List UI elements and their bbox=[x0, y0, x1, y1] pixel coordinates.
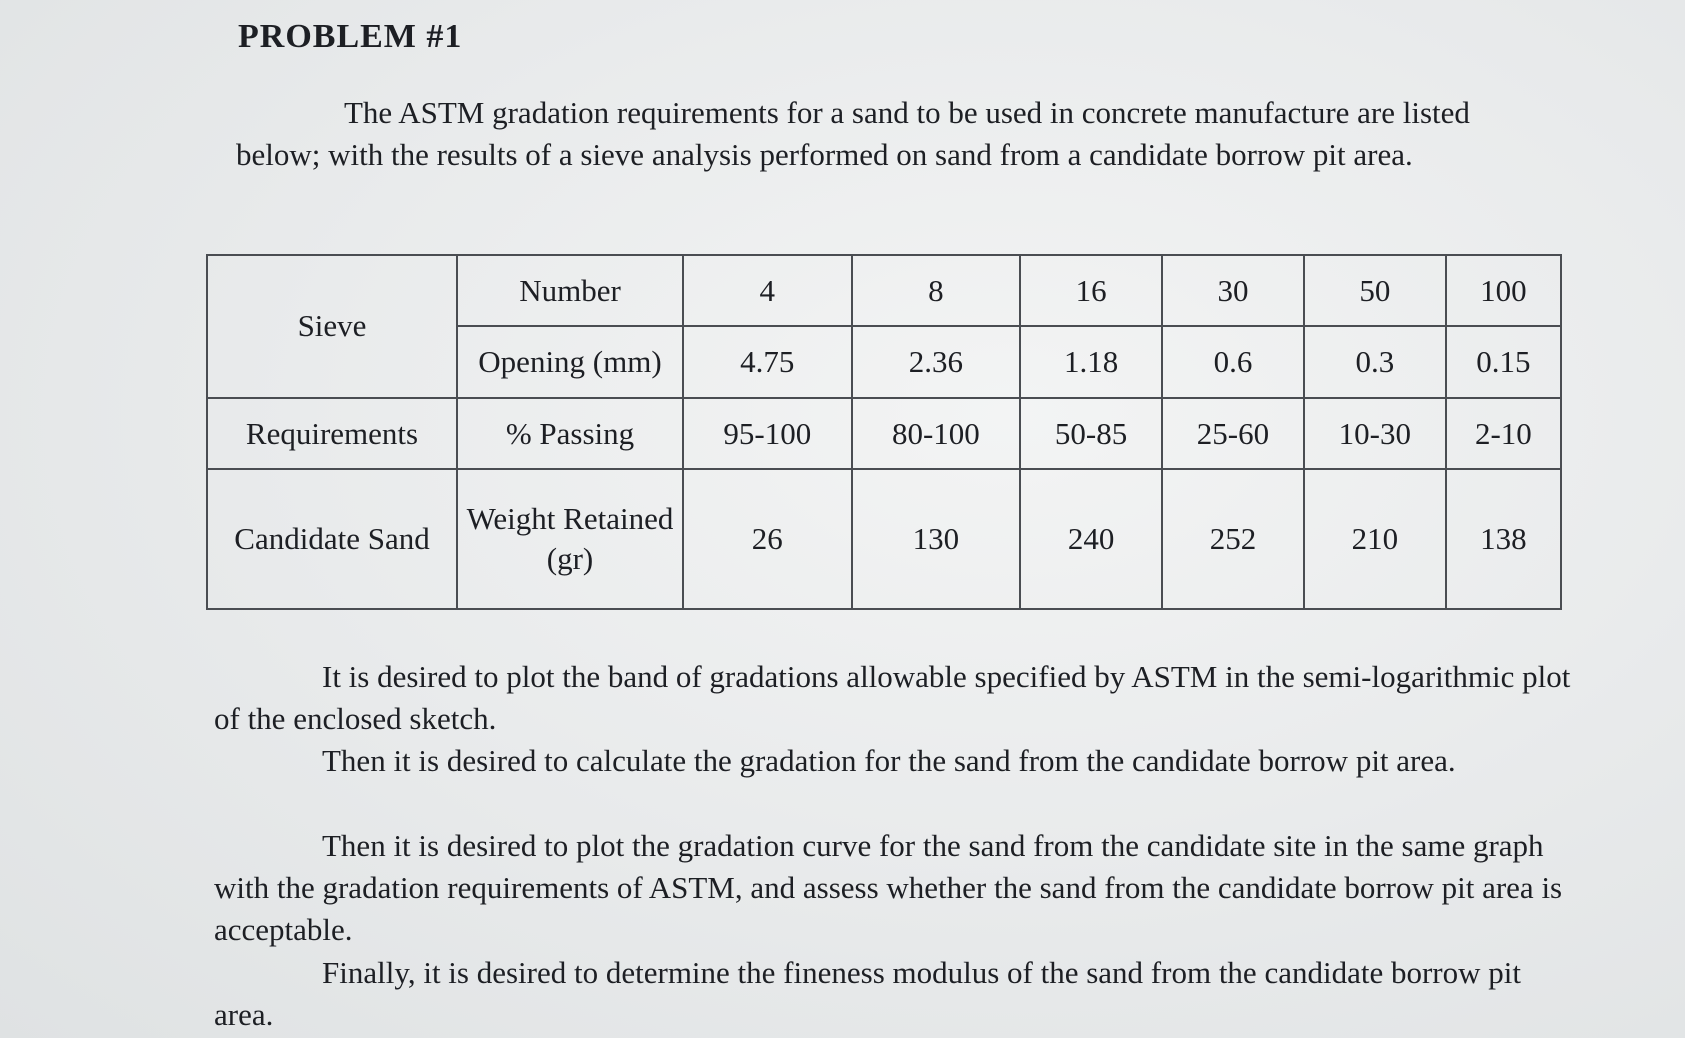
weight-cell: 130 bbox=[852, 469, 1021, 609]
paragraph-plot-band bbox=[214, 656, 1574, 740]
passing-cell: 25-60 bbox=[1162, 398, 1304, 469]
passing-cell: 10-30 bbox=[1304, 398, 1446, 469]
opening-cell: 1.18 bbox=[1020, 326, 1162, 397]
weight-label: Weight Retained (gr) bbox=[457, 469, 683, 609]
paragraph-text: Then it is desired to calculate the gradation for the sand from the candidate borrow pit area. bbox=[322, 743, 1456, 778]
passing-cell: 95-100 bbox=[683, 398, 852, 469]
candidate-row bbox=[207, 469, 1561, 609]
weight-cell: 240 bbox=[1020, 469, 1162, 609]
weight-cell: 26 bbox=[683, 469, 852, 609]
paragraph-text: Finally, it is desired to determine the fineness modulus of the sand from the candidate borrow pit area. bbox=[214, 955, 1521, 1032]
paragraph-text: It is desired to plot the band of gradations allowable specified by ASTM in the semi-logarithmic plot of the enclosed sketch. bbox=[214, 659, 1571, 736]
sieve-table bbox=[206, 254, 1562, 610]
sieve-label: Sieve bbox=[207, 255, 457, 398]
requirements-row bbox=[207, 398, 1561, 469]
intro-text: The ASTM gradation requirements for a sand to be used in concrete manufacture are listed below; with the results of a sieve analysis performed on sand from a candidate borrow pit area. bbox=[236, 95, 1470, 172]
opening-cell: 4.75 bbox=[683, 326, 852, 397]
paragraph-calculate bbox=[214, 740, 1574, 782]
opening-cell: 0.3 bbox=[1304, 326, 1446, 397]
number-label: Number bbox=[457, 255, 683, 326]
paragraph-plot-curve bbox=[214, 825, 1574, 951]
paragraph-fineness bbox=[214, 952, 1574, 1036]
weight-cell: 138 bbox=[1446, 469, 1561, 609]
passing-label: % Passing bbox=[457, 398, 683, 469]
requirements-label: Requirements bbox=[207, 398, 457, 469]
sieve-number-cell: 16 bbox=[1020, 255, 1162, 326]
opening-cell: 2.36 bbox=[852, 326, 1021, 397]
sieve-number-cell: 8 bbox=[852, 255, 1021, 326]
opening-label: Opening (mm) bbox=[457, 326, 683, 397]
sieve-number-cell: 4 bbox=[683, 255, 852, 326]
intro-paragraph bbox=[236, 92, 1556, 176]
opening-cell: 0.6 bbox=[1162, 326, 1304, 397]
candidate-label: Candidate Sand bbox=[207, 469, 457, 609]
paragraph-text: Then it is desired to plot the gradation curve for the sand from the candidate site in the same graph with the gradation requirements of ASTM, and assess whether the sand from the candidate borrow pit area is acceptable. bbox=[214, 828, 1563, 947]
passing-cell: 2-10 bbox=[1446, 398, 1561, 469]
opening-cell: 0.15 bbox=[1446, 326, 1561, 397]
sieve-number-cell: 100 bbox=[1446, 255, 1561, 326]
weight-cell: 252 bbox=[1162, 469, 1304, 609]
passing-cell: 80-100 bbox=[852, 398, 1021, 469]
problem-title: PROBLEM #1 bbox=[238, 18, 463, 55]
weight-cell: 210 bbox=[1304, 469, 1446, 609]
sieve-number-cell: 30 bbox=[1162, 255, 1304, 326]
passing-cell: 50-85 bbox=[1020, 398, 1162, 469]
sieve-number-row bbox=[207, 255, 1561, 326]
sieve-number-cell: 50 bbox=[1304, 255, 1446, 326]
